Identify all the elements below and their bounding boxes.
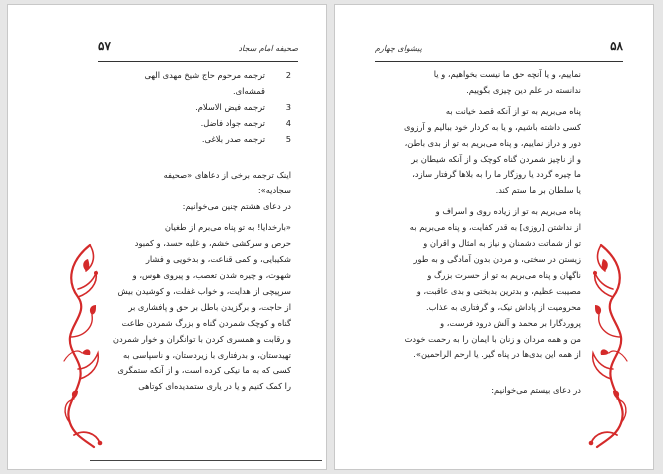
body-line: پناه می‌بریم به تو از آنکه قصد خیانت به bbox=[445, 105, 581, 116]
body-line: محرومیت از پاداش نیک، و گرفتاری به عذاب. bbox=[426, 301, 581, 312]
footnote: 3ترجمه فیض الاسلام. bbox=[195, 101, 291, 112]
intro-line: اینک ترجمه برخی از دعاهای «صحیفه bbox=[163, 169, 291, 180]
page-number: ۵۸ bbox=[610, 39, 623, 53]
body-line: و از ناچیز شمردن گناه کوچک و از آنکه شیطان بر bbox=[411, 153, 581, 164]
body-line: زیستن در سختی، و مردن بدون آمادگی و به طور bbox=[413, 253, 581, 264]
footnote: 5ترجمه صدر بلاغی. bbox=[201, 133, 291, 144]
intro-line: سجادیه»: bbox=[257, 185, 291, 196]
body-line: از حاجت، و برگزیدن باطل بر حق و پافشاری بر bbox=[128, 301, 291, 312]
body-line: تهیدستان، و بدرفتاری با زیردستان، و ناسپاسی به bbox=[122, 349, 291, 360]
body-line: دور و دراز نماییم، و پناه می‌بریم به تو از بدی باطن، bbox=[404, 137, 581, 148]
body-line: کسی داشته باشیم، و یا به کردار خود ببالیم و آرزوی bbox=[403, 121, 581, 132]
body-line: نماییم، و یا آنچه حق ما نیست بخواهیم، و یا bbox=[433, 69, 581, 79]
body-line: یا سلطان بر ما ستم کند. bbox=[495, 185, 581, 196]
page-header bbox=[375, 35, 623, 62]
running-title: صحیفه امام سجاد bbox=[238, 44, 298, 53]
body-line: پروردگارا بر محمد و آلش درود فرست، و bbox=[440, 317, 581, 328]
running-title: پیشوای چهارم bbox=[375, 44, 422, 53]
body-line: شکیبایی، و کمی قناعت، و بدخویی و فشار bbox=[145, 254, 291, 265]
bottom-rule bbox=[90, 460, 322, 461]
body-line: سرپیچی از هدایت، و خواب غفلت، و کوشیدن بیش bbox=[117, 285, 291, 296]
body-line: از نداشتن [روزی] به قدر کفایت، و پناه می‌بریم به bbox=[409, 222, 581, 233]
body-line: مصیبت عظیم، و بدترین بدبختی و بدی عاقبت، و bbox=[416, 285, 581, 296]
body-line: ما چیره گردد یا روزگار ما را به بلاها گرفتار سازد، bbox=[412, 169, 581, 180]
body-line: حرص و سرکشی خشم، و غلبه حسد، و کمبود bbox=[134, 238, 291, 249]
body-line: ناگهان و پناه می‌بریم به تو از حسرت بزرگ و bbox=[427, 269, 581, 280]
body-line: کسی که به ما نیکی کرده است، و از آنکه ستمگری bbox=[117, 365, 291, 376]
right-page-text bbox=[379, 67, 581, 399]
body-line: پناه می‌بریم به تو از زیاده روی و اسراف و bbox=[435, 206, 581, 217]
footnote: 2ترجمه مرحوم حاج شیخ مهدی الهی bbox=[144, 70, 291, 80]
floral-ornament-icon bbox=[585, 241, 631, 451]
left-page bbox=[7, 4, 327, 470]
page-header bbox=[98, 35, 298, 62]
floral-ornament-icon bbox=[60, 241, 106, 451]
body-line: را کمک کنیم و یا در یاری ستمدیده‌ای کوتاهی bbox=[138, 381, 291, 392]
left-page-text bbox=[74, 68, 291, 395]
body-line: ندانسته در علم دین چیزی بگوییم. bbox=[466, 84, 581, 95]
subheading: در دعای هشتم چنین می‌خوانیم: bbox=[182, 201, 291, 212]
body-line: «بارخدایا! به تو پناه می‌برم از طغیان bbox=[164, 222, 291, 233]
right-page bbox=[334, 4, 654, 470]
closing-line: در دعای بیستم می‌خوانیم: bbox=[491, 385, 581, 396]
footnote: قمشه‌ای. bbox=[232, 85, 265, 96]
body-line: تو از شماتت دشمنان و نیاز به امثال و اقران و bbox=[423, 238, 581, 249]
body-line: و رقابت و همسری کردن با توانگران و خوار شمردن bbox=[112, 333, 291, 344]
footnote: 4ترجمه جواد فاضل. bbox=[200, 117, 291, 128]
page-number: ۵۷ bbox=[98, 39, 111, 53]
body-line: از همه این بدی‌ها در پناه گیر. یا ارحم الراحمین». bbox=[413, 349, 581, 360]
body-line: گناه و کوچک شمردن گناه و بزرگ شمردن طاعت bbox=[121, 317, 291, 328]
body-line: من و همه مردان و زنان با ایمان را به رحمت خودت bbox=[404, 333, 581, 344]
body-line: شهوت، و چیره شدن تعصب، و پیروی هوس، و bbox=[132, 269, 291, 280]
